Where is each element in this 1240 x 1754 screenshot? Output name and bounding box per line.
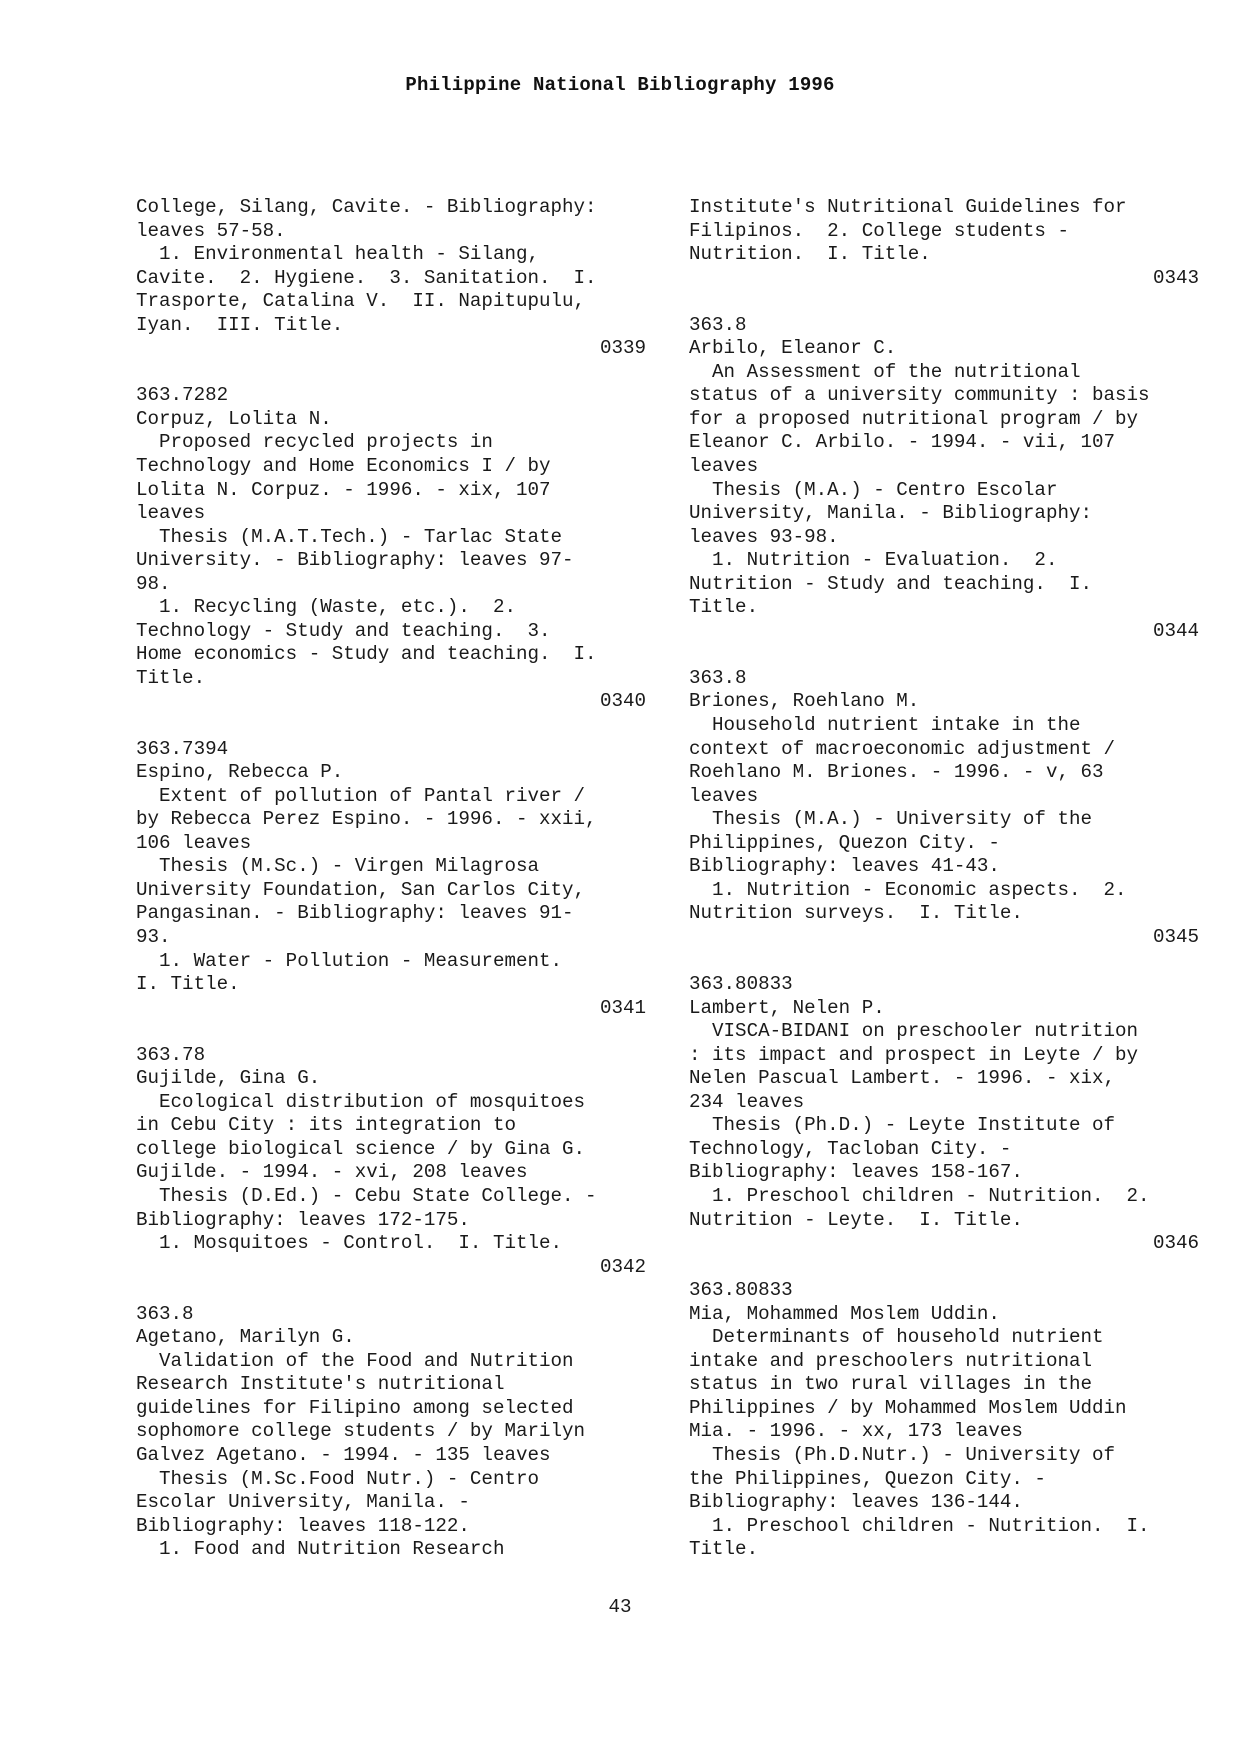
entry-line: Home economics - Study and teaching. I. [136, 643, 597, 666]
entry-line: 363.7282 [136, 384, 229, 407]
entry-line: Lambert, Nelen P. [689, 996, 885, 1019]
entry-line: 1. Preschool children - Nutrition. 2. [689, 1184, 1150, 1207]
entry-line: Bibliography: leaves 118-122. [136, 1514, 470, 1537]
entry-line: Mia. - 1996. - xx, 173 leaves [689, 1420, 1023, 1443]
entry-line: Technology - Study and teaching. 3. [136, 619, 551, 642]
entry-line: Gujilde, Gina G. [136, 1067, 321, 1090]
entry-line: Briones, Roehlano M. [689, 690, 920, 713]
entry-line: 1. Nutrition - Evaluation. 2. [689, 549, 1058, 572]
entry-line: Bibliography: leaves 158-167. [689, 1161, 1023, 1184]
entry-line: Bibliography: leaves 41-43. [689, 855, 1000, 878]
entry-line: Nutrition surveys. I. Title. [689, 902, 1023, 925]
entry-line: University. - Bibliography: leaves 97- [136, 549, 574, 572]
entry-line: 1. Mosquitoes - Control. I. Title. [136, 1232, 563, 1255]
entry-line: in Cebu City : its integration to [136, 1114, 516, 1137]
entry-line: Thesis (M.Sc.Food Nutr.) - Centro [136, 1467, 540, 1490]
entry-line: by Rebecca Perez Espino. - 1996. - xxii, [136, 808, 597, 831]
entry-line: Thesis (Ph.D.) - Leyte Institute of [689, 1114, 1116, 1137]
entry-line: leaves 57-58. [136, 219, 286, 242]
entry-line: Ecological distribution of mosquitoes [136, 1090, 586, 1113]
entry-line: for a proposed nutritional program / by [689, 407, 1139, 430]
entry-line: VISCA-BIDANI on preschooler nutrition [689, 1020, 1139, 1043]
spacer [689, 1256, 1199, 1280]
entry-line: 363.8 [689, 313, 747, 336]
entry-line: Thesis (M.Sc.) - Virgen Milagrosa [136, 855, 540, 878]
spacer [689, 950, 1199, 974]
entry-line: 363.8 [136, 1302, 194, 1325]
entry-line: University Foundation, San Carlos City, [136, 878, 586, 901]
entry-line: Thesis (M.A.) - University of the [689, 808, 1093, 831]
entry-number: 0344 [1152, 619, 1199, 642]
entry-line: Bibliography: leaves 172-175. [136, 1208, 470, 1231]
spacer [689, 290, 1199, 314]
entry-line: Espino, Rebecca P. [136, 761, 344, 784]
entry-line: An Assessment of the nutritional [689, 360, 1081, 383]
entry-line: Filipinos. 2. College students - [689, 219, 1069, 242]
entry-line: Trasporte, Catalina V. II. Napitupulu, [136, 290, 586, 313]
entry-line: Institute's Nutritional Guidelines for [689, 196, 1127, 218]
entry-line: 363.7394 [136, 737, 229, 760]
entry-line: 363.78 [136, 1043, 206, 1066]
entry-number: 0345 [1152, 925, 1199, 948]
entry-line: Extent of pollution of Pantal river / [136, 784, 586, 807]
entry-line: I. Title. [136, 973, 240, 996]
entry-line: Philippines / by Mohammed Moslem Uddin [689, 1396, 1127, 1419]
entry-line: Lolita N. Corpuz. - 1996. - xix, 107 [136, 478, 551, 501]
entry-line: Thesis (D.Ed.) - Cebu State College. - [136, 1184, 597, 1207]
entry-line: Corpuz, Lolita N. [136, 407, 332, 430]
entry-number: 0341 [599, 996, 646, 1019]
entry-number: 0346 [1152, 1232, 1199, 1255]
right-column [689, 196, 1199, 1562]
entry-line: 93. [136, 925, 171, 948]
entry-line: the Philippines, Quezon City. - [689, 1467, 1046, 1490]
entry-line: Nutrition - Leyte. I. Title. [689, 1208, 1023, 1231]
entry-line: Nutrition. I. Title. [689, 243, 931, 266]
entry-line: intake and preschoolers nutritional [689, 1349, 1093, 1372]
entry-line: status of a university community : basis [689, 384, 1150, 407]
entry-line: leaves [136, 502, 206, 525]
entry-line: Nutrition - Study and teaching. I. [689, 572, 1093, 595]
entry-line: Validation of the Food and Nutrition [136, 1349, 574, 1372]
entry-line: College, Silang, Cavite. - Bibliography: [136, 196, 597, 218]
entry-line: Eleanor C. Arbilo. - 1994. - vii, 107 [689, 431, 1116, 454]
entry-line: 1. Food and Nutrition Research [136, 1538, 505, 1561]
page-header-title: Philippine National Bibliography 1996 [405, 74, 835, 96]
page-number: 43 [608, 1596, 632, 1618]
entry-line: 1. Water - Pollution - Measurement. [136, 949, 563, 972]
entry-line: Galvez Agetano. - 1994. - 135 leaves [136, 1443, 551, 1466]
entry-line: Technology, Tacloban City. - [689, 1137, 1012, 1160]
entry-line: Technology and Home Economics I / by [136, 455, 551, 478]
entry-line: Proposed recycled projects in [136, 431, 493, 454]
entry-line: Philippines, Quezon City. - [689, 831, 1000, 854]
entry-line: 1. Environmental health - Silang, [136, 243, 540, 266]
entry-line: Title. [689, 596, 759, 619]
entry-line: 1. Preschool children - Nutrition. I. [689, 1514, 1150, 1537]
entry-line: Mia, Mohammed Moslem Uddin. [689, 1302, 1000, 1325]
entry-line: Agetano, Marilyn G. [136, 1326, 355, 1349]
spacer [136, 361, 646, 385]
entry-line: Household nutrient intake in the [689, 714, 1081, 737]
entry-line: Gujilde. - 1994. - xvi, 208 leaves [136, 1161, 528, 1184]
spacer [689, 643, 1199, 667]
entry-line: leaves [689, 455, 759, 478]
entry-line: 1. Recycling (Waste, etc.). 2. [136, 596, 516, 619]
entry-line: Research Institute's nutritional [136, 1373, 505, 1396]
entry-line: Determinants of household nutrient [689, 1326, 1104, 1349]
entry-line: 363.8 [689, 666, 747, 689]
entry-line: Arbilo, Eleanor C. [689, 337, 897, 360]
entry-line: context of macroeconomic adjustment / [689, 737, 1116, 760]
spacer [136, 714, 646, 738]
entry-line: Roehlano M. Briones. - 1996. - v, 63 [689, 761, 1104, 784]
entry-line: 363.80833 [689, 973, 793, 996]
entry-number: 0342 [599, 1255, 646, 1278]
entry-number: 0340 [599, 690, 646, 713]
entry-line: Iyan. III. Title. [136, 313, 344, 336]
entry-number: 0343 [1152, 266, 1199, 289]
spacer [136, 1279, 646, 1303]
entry-line: : its impact and prospect in Leyte / by [689, 1043, 1139, 1066]
entry-line: Thesis (Ph.D.Nutr.) - University of [689, 1443, 1116, 1466]
entry-line: college biological science / by Gina G. [136, 1137, 586, 1160]
spacer [136, 1020, 646, 1044]
left-column [136, 196, 646, 1562]
entry-line: Pangasinan. - Bibliography: leaves 91- [136, 902, 574, 925]
entry-line: sophomore college students / by Marilyn [136, 1420, 586, 1443]
entry-line: 98. [136, 572, 171, 595]
entry-line: University, Manila. - Bibliography: [689, 502, 1093, 525]
entry-line: 106 leaves [136, 831, 252, 854]
entry-number: 0339 [599, 337, 646, 360]
entry-line: 1. Nutrition - Economic aspects. 2. [689, 878, 1127, 901]
entry-line: guidelines for Filipino among selected [136, 1396, 574, 1419]
entry-line: Bibliography: leaves 136-144. [689, 1491, 1023, 1514]
entry-line: Title. [689, 1538, 759, 1561]
entry-line: Cavite. 2. Hygiene. 3. Sanitation. I. [136, 266, 597, 289]
entry-line: 234 leaves [689, 1090, 805, 1113]
entry-line: leaves [689, 784, 759, 807]
entry-line: Title. [136, 666, 206, 689]
entry-line: Escolar University, Manila. - [136, 1491, 470, 1514]
entry-line: Nelen Pascual Lambert. - 1996. - xix, [689, 1067, 1116, 1090]
entry-line: status in two rural villages in the [689, 1373, 1093, 1396]
entry-line: Thesis (M.A.T.Tech.) - Tarlac State [136, 525, 563, 548]
entry-line: leaves 93-98. [689, 525, 839, 548]
entry-line: 363.80833 [689, 1279, 793, 1302]
entry-line: Thesis (M.A.) - Centro Escolar [689, 478, 1058, 501]
